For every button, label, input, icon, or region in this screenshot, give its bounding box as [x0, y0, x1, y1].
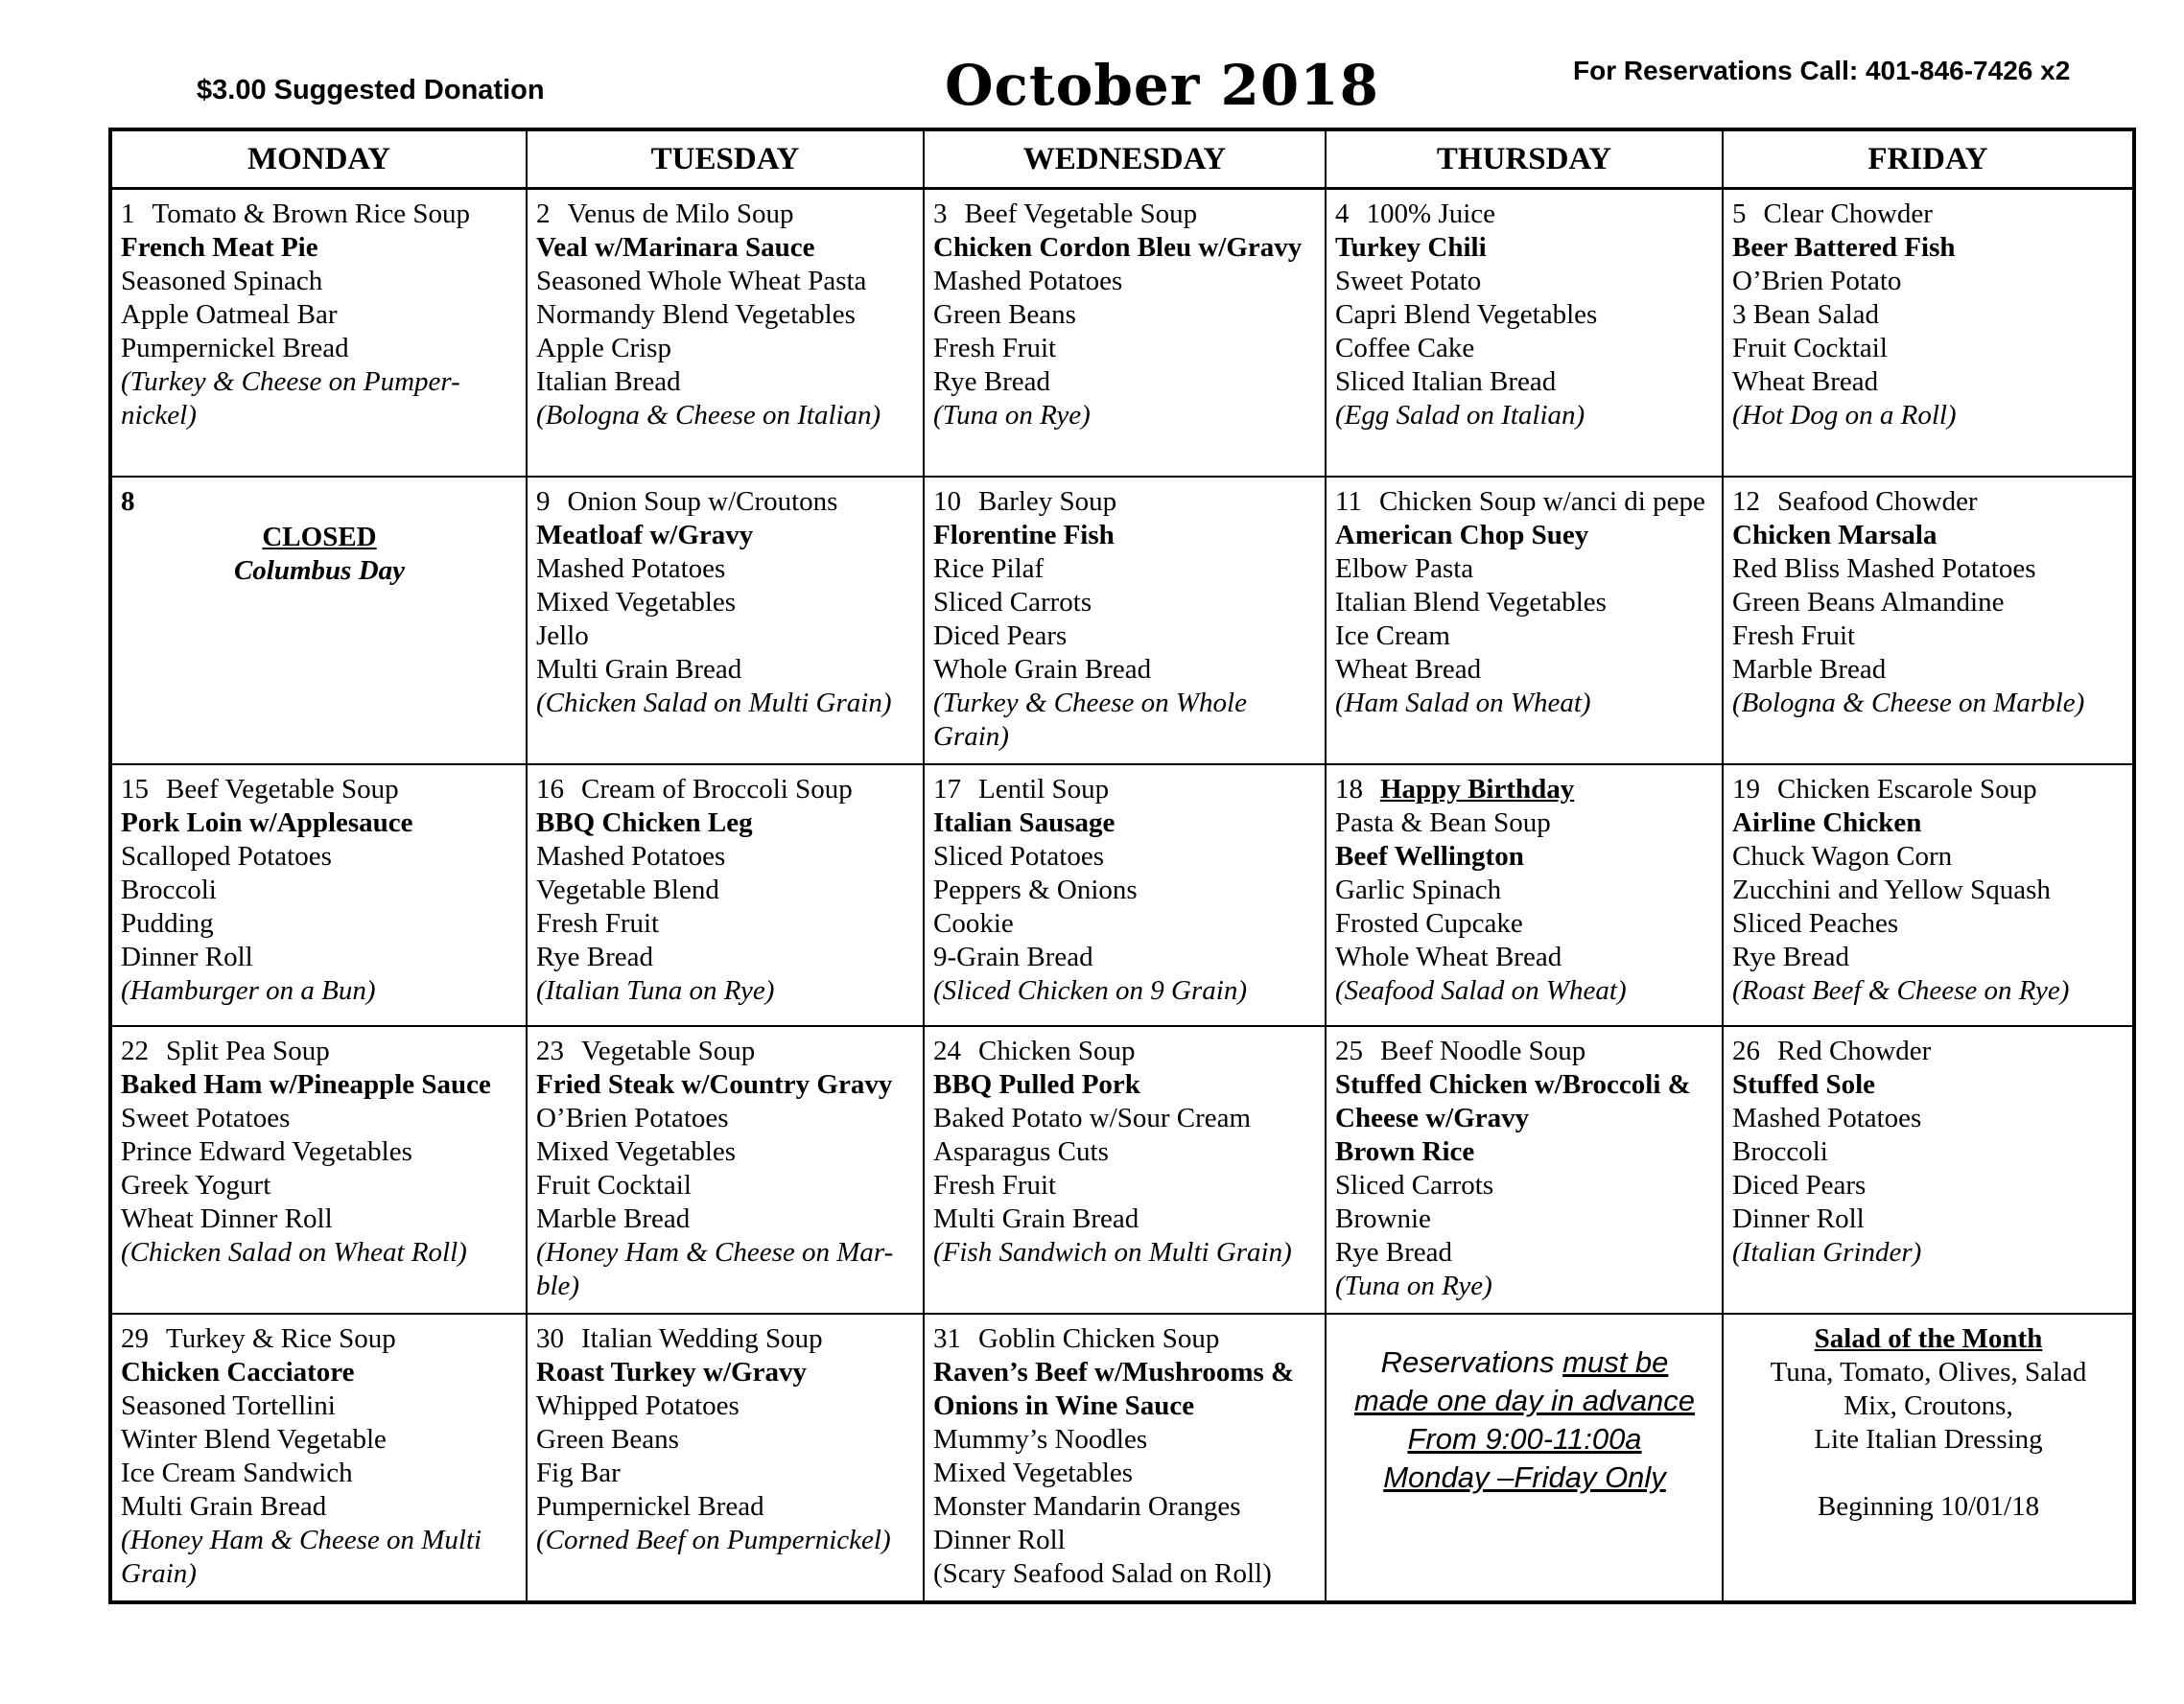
day-number: 12 — [1732, 486, 1760, 517]
soup: Chicken Soup w/anci di pepe — [1378, 486, 1705, 517]
side-item: Jello — [536, 620, 589, 651]
soup: Italian Wedding Soup — [581, 1323, 823, 1354]
reservation-phone: For Reservations Call: 401-846-7426 x2 — [1573, 56, 2071, 85]
side-item: Fig Bar — [536, 1458, 621, 1488]
side-item: Multi Grain Bread — [933, 1203, 1139, 1234]
day-number: 24 — [933, 1036, 961, 1066]
main-dish: Beef Wellington — [1335, 841, 1524, 872]
side-item: Pumpernickel Bread — [536, 1491, 764, 1522]
side-item: Cookie — [933, 908, 1014, 939]
day-number: 3 — [933, 198, 948, 229]
alternate-sandwich: (Scary Seafood Salad on Roll) — [933, 1558, 1272, 1589]
day-cell — [1326, 1026, 1723, 1314]
salad-line: Tuna, Tomato, Olives, Salad — [1770, 1357, 2087, 1388]
birthday-banner: Happy Birthday — [1380, 774, 1575, 805]
alternate-sandwich: (Ham Salad on Wheat) — [1335, 688, 1591, 718]
day-cell — [527, 1314, 924, 1602]
day-header-tuesday: TUESDAY — [527, 129, 924, 189]
day-cell — [924, 1026, 1326, 1314]
day-number: 9 — [536, 486, 551, 517]
reservation-notice — [1335, 1343, 1714, 1497]
day-number: 16 — [536, 774, 564, 805]
side-item: Seasoned Spinach — [121, 266, 323, 296]
side-item: Fresh Fruit — [536, 908, 660, 939]
main-dish: Stuffed Sole — [1732, 1069, 1876, 1100]
side-item: Prince Edward Vegetables — [121, 1136, 412, 1167]
day-number: 17 — [933, 774, 961, 805]
day-header-wednesday: WEDNESDAY — [924, 129, 1326, 189]
side-item: Sliced Italian Bread — [1335, 366, 1557, 397]
day-number: 22 — [121, 1036, 149, 1066]
side-item: Whole Grain Bread — [933, 654, 1152, 685]
day-cell — [527, 189, 924, 478]
side-item: Fruit Cocktail — [536, 1170, 692, 1201]
soup: Clear Chowder — [1763, 198, 1933, 229]
side-item: Pudding — [121, 908, 214, 939]
side-item: Wheat Bread — [1335, 654, 1482, 685]
main-dish: Chicken Marsala — [1732, 520, 1937, 550]
notice-line: must be — [1562, 1345, 1669, 1379]
side-item: Greek Yogurt — [121, 1170, 271, 1201]
side-item: Asparagus Cuts — [933, 1136, 1109, 1167]
side-item: Green Beans — [536, 1424, 679, 1455]
closed-label: CLOSED — [262, 522, 377, 552]
main-dish: Meatloaf w/Gravy — [536, 520, 754, 550]
side-item: Mashed Potatoes — [536, 553, 726, 584]
main-dish: Pork Loin w/Applesauce — [121, 807, 413, 838]
day-cell — [924, 477, 1326, 764]
salad-of-month — [1732, 1322, 2125, 1524]
side-item: Fresh Fruit — [1732, 620, 1856, 651]
day-cell — [110, 1026, 527, 1314]
day-cell — [1723, 1026, 2134, 1314]
side-item: Sliced Carrots — [933, 587, 1092, 618]
alternate-sandwich: (Chicken Salad on Wheat Roll) — [121, 1237, 467, 1268]
weekday-header-row — [110, 129, 2134, 189]
side-item: Italian Blend Vegetables — [1335, 587, 1607, 618]
salad-line: Lite Italian Dressing — [1814, 1424, 2043, 1455]
alternate-sandwich: (Seafood Salad on Wheat) — [1335, 975, 1627, 1006]
day-number: 15 — [121, 774, 149, 805]
day-cell — [924, 189, 1326, 478]
side-item: Multi Grain Bread — [536, 654, 742, 685]
main-dish: French Meat Pie — [121, 232, 318, 263]
soup: Tomato & Brown Rice Soup — [152, 198, 470, 229]
day-number: 19 — [1732, 774, 1760, 805]
soup: Pasta & Bean Soup — [1335, 807, 1551, 838]
soup: Lentil Soup — [978, 774, 1110, 805]
main-dish: Stuffed Chicken w/Broccoli & Cheese w/Gravy — [1335, 1069, 1691, 1133]
notice-line: Reservations — [1380, 1345, 1563, 1379]
side-item: Red Bliss Mashed Potatoes — [1732, 553, 2036, 584]
notice-line: Monday –Friday Only — [1383, 1460, 1666, 1494]
side-item: Rye Bread — [1732, 942, 1850, 972]
day-cell — [110, 764, 527, 1026]
side-item: Fruit Cocktail — [1732, 333, 1888, 363]
day-number: 18 — [1335, 774, 1363, 805]
side-item: Mashed Potatoes — [1732, 1103, 1922, 1133]
alternate-sandwich: (Bologna & Cheese on Italian) — [536, 400, 881, 431]
main-dish: Airline Chicken — [1732, 807, 1922, 838]
side-item: Sweet Potatoes — [121, 1103, 291, 1133]
side-item: Diced Pears — [933, 620, 1068, 651]
side-item: Marble Bread — [1732, 654, 1887, 685]
day-number: 5 — [1732, 198, 1747, 229]
alternate-sandwich: (Corned Beef on Pumpernickel) — [536, 1525, 891, 1555]
side-item: Pumpernickel Bread — [121, 333, 349, 363]
alternate-sandwich: (Turkey & Cheese on Pumper-nickel) — [121, 366, 460, 431]
week-row — [110, 477, 2134, 764]
soup: Beef Noodle Soup — [1380, 1036, 1586, 1066]
page-title: October 2018 — [945, 53, 1379, 118]
side-item: Sliced Carrots — [1335, 1170, 1494, 1201]
side-item: O’Brien Potato — [1732, 266, 1902, 296]
side-item: Sweet Potato — [1335, 266, 1482, 296]
side-item: Dinner Roll — [121, 942, 253, 972]
main-dish: Fried Steak w/Country Gravy — [536, 1069, 893, 1100]
salad-begin-date: Beginning 10/01/18 — [1817, 1491, 2040, 1522]
day-cell — [110, 1314, 527, 1602]
main-dish: BBQ Chicken Leg — [536, 807, 753, 838]
week-row — [110, 189, 2134, 478]
day-cell — [1723, 477, 2134, 764]
main-side: Brown Rice — [1335, 1136, 1475, 1167]
side-item: Diced Pears — [1732, 1170, 1867, 1201]
side-item: Marble Bread — [536, 1203, 691, 1234]
side-item: Wheat Bread — [1732, 366, 1879, 397]
side-item: Wheat Dinner Roll — [121, 1203, 333, 1234]
day-cell — [110, 189, 527, 478]
side-item: Ice Cream — [1335, 620, 1450, 651]
side-item: Winter Blend Vegetable — [121, 1424, 387, 1455]
side-item: Mixed Vegetables — [933, 1458, 1134, 1488]
day-number: 2 — [536, 198, 551, 229]
side-item: Garlic Spinach — [1335, 875, 1502, 905]
soup: Barley Soup — [978, 486, 1117, 517]
day-number: 1 — [121, 198, 135, 229]
side-item: Peppers & Onions — [933, 875, 1138, 905]
side-item: Ice Cream Sandwich — [121, 1458, 353, 1488]
alternate-sandwich: (Turkey & Cheese on Whole Grain) — [933, 688, 1247, 752]
side-item: Rye Bread — [1335, 1237, 1453, 1268]
side-item: Fresh Fruit — [933, 333, 1057, 363]
main-dish: Chicken Cordon Bleu w/Gravy — [933, 232, 1303, 263]
day-cell — [924, 1314, 1326, 1602]
day-cell — [527, 477, 924, 764]
side-item: Chuck Wagon Corn — [1732, 841, 1953, 872]
day-number: 10 — [933, 486, 961, 517]
side-item: Frosted Cupcake — [1335, 908, 1523, 939]
soup: Chicken Escarole Soup — [1777, 774, 2037, 805]
day-number: 26 — [1732, 1036, 1760, 1066]
side-item: Whipped Potatoes — [536, 1390, 740, 1421]
side-item: Mixed Vegetables — [536, 1136, 737, 1167]
side-item: 3 Bean Salad — [1732, 299, 1880, 330]
day-number: 31 — [933, 1323, 961, 1354]
alternate-sandwich: (Tuna on Rye) — [933, 400, 1091, 431]
notice-line: From 9:00-11:00a — [1407, 1422, 1642, 1456]
side-item: Mashed Potatoes — [536, 841, 726, 872]
side-item: Elbow Pasta — [1335, 553, 1474, 584]
soup: Seafood Chowder — [1777, 486, 1978, 517]
salad-line: Mix, Croutons, — [1843, 1390, 2013, 1421]
holiday-name: Columbus Day — [233, 555, 406, 586]
side-item: Seasoned Whole Wheat Pasta — [536, 266, 867, 296]
side-item: Fresh Fruit — [933, 1170, 1057, 1201]
soup: Onion Soup w/Croutons — [567, 486, 838, 517]
salad-of-month-cell — [1723, 1314, 2134, 1602]
main-dish: Veal w/Marinara Sauce — [536, 232, 815, 263]
side-item: Dinner Roll — [1732, 1203, 1865, 1234]
soup: Split Pea Soup — [166, 1036, 330, 1066]
main-dish: Chicken Cacciatore — [121, 1357, 355, 1388]
alternate-sandwich: (Tuna on Rye) — [1335, 1271, 1492, 1301]
soup: Beef Vegetable Soup — [964, 198, 1198, 229]
alternate-sandwich: (Roast Beef & Cheese on Rye) — [1732, 975, 2070, 1006]
side-item: Capri Blend Vegetables — [1335, 299, 1598, 330]
day-cell — [1326, 764, 1723, 1026]
side-item: Broccoli — [121, 875, 217, 905]
alternate-sandwich: (Egg Salad on Italian) — [1335, 400, 1585, 431]
week-row — [110, 764, 2134, 1026]
alternate-sandwich: (Sliced Chicken on 9 Grain) — [933, 975, 1247, 1006]
salad-title: Salad of the Month — [1814, 1323, 2043, 1354]
day-cell — [1326, 189, 1723, 478]
alternate-sandwich: (Honey Ham & Cheese on Mar-ble) — [536, 1237, 894, 1301]
side-item: Green Beans — [933, 299, 1076, 330]
main-dish: American Chop Suey — [1335, 520, 1589, 550]
side-item: Multi Grain Bread — [121, 1491, 327, 1522]
side-item: O’Brien Potatoes — [536, 1103, 729, 1133]
side-item: Green Beans Almandine — [1732, 587, 2005, 618]
suggested-donation: $3.00 Suggested Donation — [197, 75, 545, 105]
soup: Vegetable Soup — [581, 1036, 756, 1066]
week-row — [110, 1314, 2134, 1602]
soup: Beef Vegetable Soup — [166, 774, 399, 805]
day-number: 25 — [1335, 1036, 1363, 1066]
side-item: Apple Crisp — [536, 333, 671, 363]
soup: Cream of Broccoli Soup — [581, 774, 853, 805]
day-cell — [924, 764, 1326, 1026]
side-item: Rye Bread — [933, 366, 1051, 397]
main-dish: Baked Ham w/Pineapple Sauce — [121, 1069, 491, 1100]
alternate-sandwich: (Hot Dog on a Roll) — [1732, 400, 1957, 431]
side-item: Whole Wheat Bread — [1335, 942, 1562, 972]
side-item: Scalloped Potatoes — [121, 841, 332, 872]
soup: Turkey & Rice Soup — [166, 1323, 396, 1354]
alternate-sandwich: (Italian Grinder) — [1732, 1237, 1922, 1268]
soup: Red Chowder — [1777, 1036, 1932, 1066]
soup: Chicken Soup — [978, 1036, 1136, 1066]
main-dish: Beer Battered Fish — [1732, 232, 1956, 263]
side-item: Mashed Potatoes — [933, 266, 1123, 296]
day-number: 4 — [1335, 198, 1350, 229]
soup: 100% Juice — [1366, 198, 1495, 229]
day-number: 8 — [121, 486, 135, 517]
week-row — [110, 1026, 2134, 1314]
day-cell — [1723, 764, 2134, 1026]
day-header-thursday: THURSDAY — [1326, 129, 1723, 189]
main-dish: BBQ Pulled Pork — [933, 1069, 1140, 1100]
day-number: 11 — [1335, 486, 1362, 517]
day-number: 23 — [536, 1036, 564, 1066]
day-cell — [110, 477, 527, 764]
alternate-sandwich: (Hamburger on a Bun) — [121, 975, 376, 1006]
side-item: Zucchini and Yellow Squash — [1732, 875, 2051, 905]
soup: Venus de Milo Soup — [567, 198, 794, 229]
side-item: Monster Mandarin Oranges — [933, 1491, 1241, 1522]
side-item: Seasoned Tortellini — [121, 1390, 336, 1421]
side-item: Sliced Peaches — [1732, 908, 1899, 939]
day-number: 30 — [536, 1323, 564, 1354]
side-item: Mummy’s Noodles — [933, 1424, 1148, 1455]
main-dish: Turkey Chili — [1335, 232, 1487, 263]
side-item: Baked Potato w/Sour Cream — [933, 1103, 1252, 1133]
alternate-sandwich: (Bologna & Cheese on Marble) — [1732, 688, 2085, 718]
main-dish: Italian Sausage — [933, 807, 1115, 838]
side-item: Mixed Vegetables — [536, 587, 737, 618]
day-cell — [1326, 477, 1723, 764]
side-item: Normandy Blend Vegetables — [536, 299, 856, 330]
main-dish: Roast Turkey w/Gravy — [536, 1357, 807, 1388]
side-item: Sliced Potatoes — [933, 841, 1105, 872]
side-item: Broccoli — [1732, 1136, 1828, 1167]
main-dish: Florentine Fish — [933, 520, 1115, 550]
side-item: Apple Oatmeal Bar — [121, 299, 338, 330]
day-header-monday: MONDAY — [110, 129, 527, 189]
soup: Goblin Chicken Soup — [978, 1323, 1220, 1354]
day-header-friday: FRIDAY — [1723, 129, 2134, 189]
side-item: Italian Bread — [536, 366, 681, 397]
day-number: 29 — [121, 1323, 149, 1354]
side-item: Dinner Roll — [933, 1525, 1066, 1555]
alternate-sandwich: (Honey Ham & Cheese on Multi Grain) — [121, 1525, 482, 1589]
notice-line: made one day in advance — [1353, 1384, 1696, 1417]
side-item: 9-Grain Bread — [933, 942, 1093, 972]
day-cell — [527, 1026, 924, 1314]
side-item: Brownie — [1335, 1203, 1431, 1234]
alternate-sandwich: (Fish Sandwich on Multi Grain) — [933, 1237, 1292, 1268]
day-cell — [527, 764, 924, 1026]
menu-calendar — [108, 128, 2136, 1604]
side-item: Rice Pilaf — [933, 553, 1045, 584]
alternate-sandwich: (Italian Tuna on Rye) — [536, 975, 775, 1006]
side-item: Rye Bread — [536, 942, 654, 972]
closed-notice — [121, 521, 518, 588]
main-dish: Raven’s Beef w/Mushrooms & Onions in Wine Sauce — [933, 1357, 1295, 1421]
side-item: Vegetable Blend — [536, 875, 719, 905]
day-cell — [1723, 189, 2134, 478]
alternate-sandwich: (Chicken Salad on Multi Grain) — [536, 688, 892, 718]
side-item: Coffee Cake — [1335, 333, 1475, 363]
reservation-notice-cell — [1326, 1314, 1723, 1602]
